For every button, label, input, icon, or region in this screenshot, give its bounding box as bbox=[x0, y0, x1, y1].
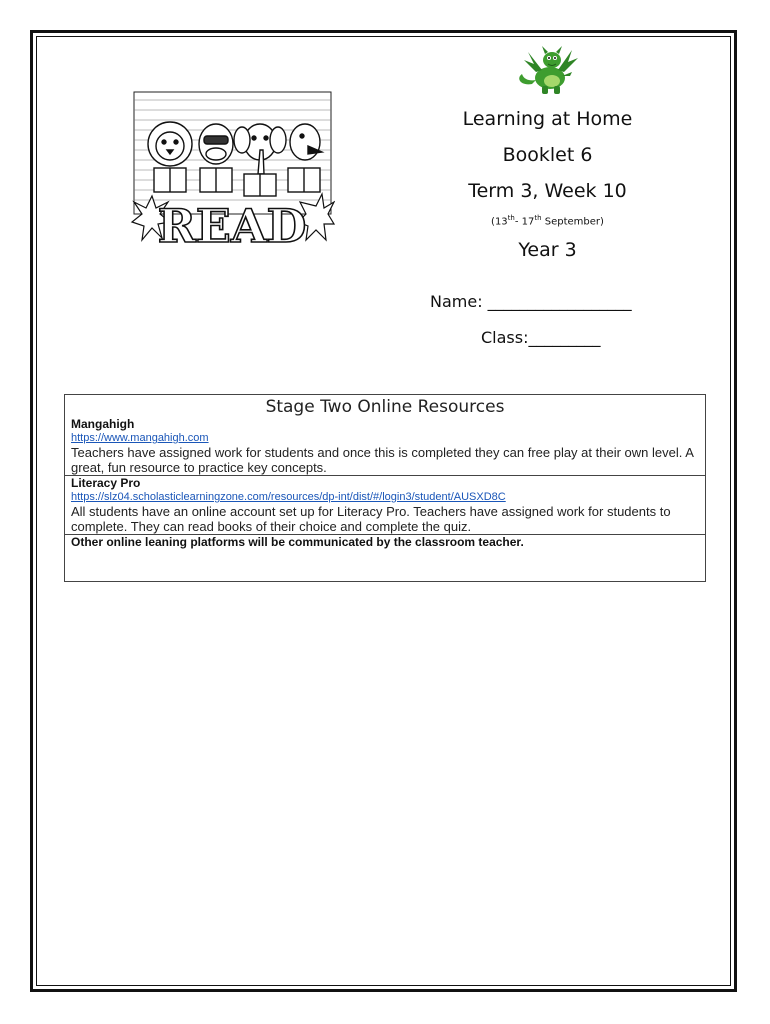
resource-name: Mangahigh bbox=[71, 417, 135, 431]
resource-row-literacy-pro bbox=[65, 476, 705, 535]
title-block bbox=[415, 108, 680, 261]
term-week-label: Term 3, Week 10 bbox=[468, 180, 627, 202]
date-end-suffix: th bbox=[534, 214, 542, 222]
resource-description: Teachers have assigned work for students and once this is completed they can free play at their own level. A great, fun resource to practice key concepts. bbox=[71, 445, 694, 475]
resource-row-mangahigh bbox=[65, 417, 705, 476]
literacy-pro-link[interactable]: https://slz04.scholasticlearningzone.com/resources/dp-int/dist/#/login3/student/AUSXD8C bbox=[71, 491, 506, 503]
resources-note: Other online leaning platforms will be communicated by the classroom teacher. bbox=[71, 535, 524, 549]
dragon-icon bbox=[512, 40, 592, 100]
mangahigh-link[interactable]: https://www.mangahigh.com bbox=[71, 432, 209, 444]
class-field[interactable]: Class:_________ bbox=[481, 328, 601, 347]
date-month: September) bbox=[541, 216, 604, 228]
online-resources-table bbox=[64, 394, 706, 582]
resource-description: All students have an online account set up for Literacy Pro. Teachers have assigned work for students to complete. They can read books of their choice and complete the quiz. bbox=[71, 504, 671, 534]
illustration-caption bbox=[132, 266, 332, 272]
name-field[interactable]: Name: __________________ bbox=[430, 292, 632, 311]
date-start-suffix: th bbox=[507, 214, 515, 222]
date-end: - 17 bbox=[514, 216, 535, 228]
resources-title: Stage Two Online Resources bbox=[265, 397, 505, 417]
year-label: Year 3 bbox=[518, 239, 577, 262]
read-animals-illustration bbox=[130, 90, 335, 262]
date-start: (13 bbox=[491, 216, 508, 228]
read-letters: READ bbox=[157, 199, 307, 253]
page-title: Learning at Home bbox=[462, 108, 633, 130]
booklet-label: Booklet 6 bbox=[502, 144, 593, 166]
date-range bbox=[415, 214, 680, 227]
resource-name: Literacy Pro bbox=[71, 476, 141, 490]
